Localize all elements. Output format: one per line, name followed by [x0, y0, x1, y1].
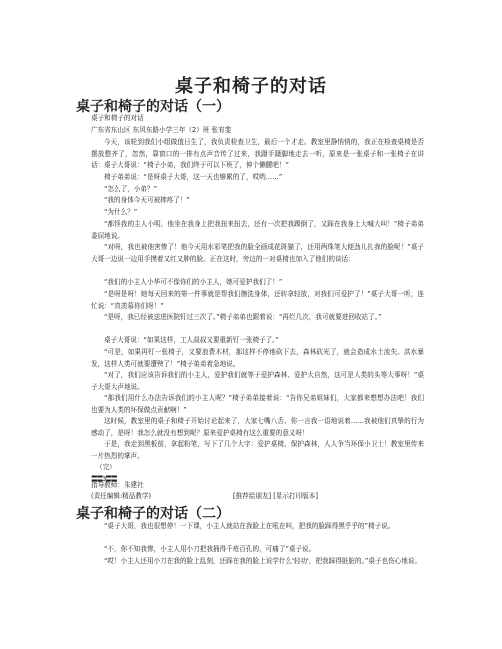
paragraph: “为什么？” [104, 208, 138, 216]
paragraph: “我的身体今天可被摔疼了！” [104, 196, 190, 204]
paragraph: “是呀，我已经被送进医院钉过三次了。”椅子弟弟也跟着说：“再烂几次，我可就要进回收站了。” [104, 313, 382, 321]
paragraph: “都怪我的主人小明，他坐在我身上把我扭来扭去，还有一次把我踢倒了，又踩在我身上大喊大叫！”椅子弟弟委屈地说。 [91, 220, 424, 240]
paragraph: 桌子大哥说：“如果这样，工人叔叔又要重新钉一张椅子了。” [104, 336, 279, 344]
paragraph: 这时候，教室里的桌子和椅子开始讨论起来了，大家七嘴八舌、你一言我一语地说着……我被他们真挚的行为感动了，是呀！我怎么就没有想到呢？原来爱护桌椅有这么重要的意义呀！ [91, 417, 424, 437]
paragraph: “哎！小主人还用小刀在我的脸上乱刻，还踩在我的脸上说学什么'轻功'，把我踩得脏脏的。”桌子也伤心地说。 [104, 557, 422, 565]
paragraph: “不，你不知我惨，小主人用小刀把我捅得千疮百孔的，可痛了”桌子说。 [104, 545, 316, 553]
ornament-divider: 〓〓3〓〓 [91, 475, 117, 483]
document-title: 桌子和椅子的对话 [175, 76, 327, 97]
paragraph: “我们的小主人小华可不像你们的小主人，她可爱护我们了！” [104, 278, 283, 286]
editor-credit: (责任编辑:精品教学) [91, 492, 152, 500]
paragraph: “是呀是呀！她每天回来的第一件事就是帮我们擦洗身体，还转拿轻放，对我们可爱护了！”桌子大哥一听，连忙说：“真羡慕你们呀！” [91, 290, 424, 310]
teacher-credit: 指导教师：朱建社 [91, 481, 144, 489]
paragraph: 今天，该轮到我们小组做值日生了，我负责检查卫生，最后一个才走。教室里静悄悄的，我正在检查桌椅是否摆放整齐了，忽然，靠窗口的一排有点声音传了过来，我蹑手蹑脚地走去一听，原来是一张桌子和一张椅子在讲话： [91, 138, 424, 170]
paragraph: 椅子弟弟说：“是呀桌子大哥，这一天也够累的了，哎哟……” [104, 173, 283, 181]
section2-heading: 桌子和椅子的对话（二） [76, 506, 230, 522]
paragraph: 于是，我走到黑板前，拿起粉笔，写下了几个大字：爱护桌椅、保护森林，人人争当环保小卫士！教室里传来一片热烈的掌声。 [91, 440, 424, 460]
section1-byline: 广东省东山区 东风东路小学三年（2）班 张宥斐 [91, 126, 232, 134]
article-actions [233, 491, 318, 503]
section1-subtitle: 桌子和椅子的对话 [91, 114, 144, 122]
paragraph: “对呀，我也被他害惨了！他今天用水彩笔把我的脸全画成花斑猫了，还用两珠笔大便劲儿扎我的脸呢！”桌子大哥一边说一边用手摸着又红又肿的脸。正在这时，旁边的一对桌椅也加入了他们的谈话： [91, 243, 424, 263]
print-version-link[interactable]: [显示打印版本] [273, 492, 318, 500]
end-mark: （完） [96, 463, 116, 471]
paragraph: “对了，我们应该告诉我们的小主人，爱护我们就等于爱护森林、爱护大自然，这可是人类的头等大事呀！”桌子大哥大声地说。 [91, 371, 424, 391]
paragraph: “可是，如果再钉一张椅子，又要浪费木材，那这样不停地砍下去，森林砍光了，就会造成水土流失、洪水暴发，这样人类可就要遭殃了！”椅子弟弟着急地说。 [91, 348, 424, 368]
paragraph: “桌子大哥，我也很想停！一下课，小主人就站在我脸上在吼在叫，把我的脸踩得黑乎乎的”椅子说。 [104, 522, 395, 530]
paragraph: “怎么了，小弟？” [104, 185, 157, 193]
recommend-link[interactable]: [推荐給朋友] [233, 492, 272, 500]
paragraph: 桌子大哥说：“椅子小弟，我们终于可以下班了，伸个懒腰吧！” [104, 161, 289, 169]
paragraph: “那我们用什么办法告诉我们的小主人呢？”椅子弟弟接着说：“告你兄弟姐妹们，大家都来想想办法吧！我们也要为人类的环保做点贡献啊！” [91, 394, 424, 414]
section1-heading: 桌子和椅子的对话（一） [76, 99, 230, 115]
